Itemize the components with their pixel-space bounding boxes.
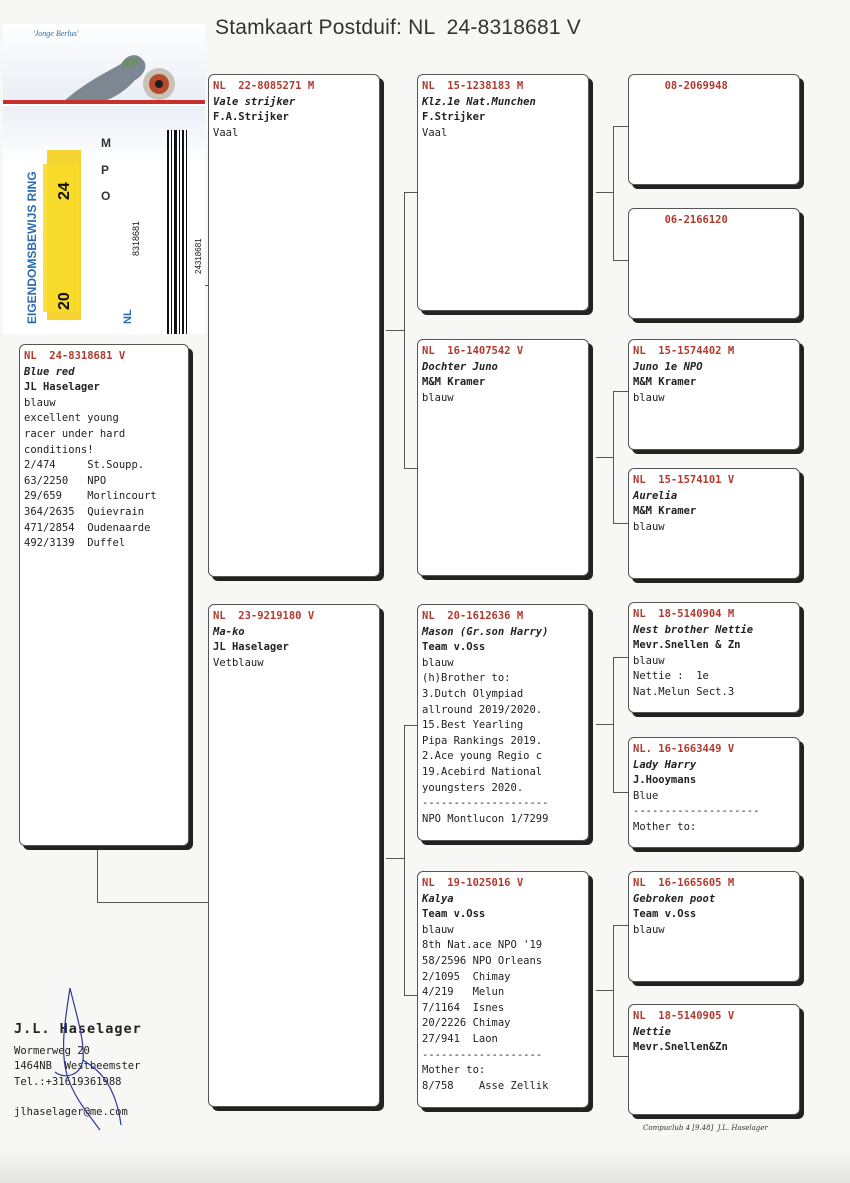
pigeon-name: Juno 1e NPO [633, 360, 703, 373]
pigeon-name: Aurelia [633, 489, 678, 502]
pigeon-owner: M&M Kramer [422, 376, 486, 389]
connector-line [613, 126, 614, 260]
svg-text:24318681: 24318681 [194, 238, 203, 274]
pigeon-owner: Team v.Oss [422, 908, 486, 921]
pigeon-owner: J.Hooymans [633, 774, 697, 787]
connector-line [386, 330, 404, 331]
breeder-name: J.L. Haselager [14, 1021, 142, 1037]
svg-text:O: O [101, 189, 111, 203]
pigeon-name: Mason (Gr.son Harry) [422, 625, 549, 638]
ring-number: NL 18-5140905 V [633, 1010, 735, 1022]
pigeon-card-mff [628, 602, 800, 713]
ring-ownership-sticker [3, 24, 205, 334]
connector-line [613, 1056, 629, 1057]
connector-line [596, 192, 613, 193]
pigeon-note: 4/219 Melun [422, 986, 505, 999]
pigeon-color: blauw [422, 923, 454, 936]
connector-line [404, 725, 405, 995]
ring-number: 06-2166120 [633, 214, 728, 226]
pigeon-card-fmm [628, 468, 800, 579]
connector-line [386, 858, 404, 859]
connector-line [613, 391, 614, 523]
connector-line [613, 925, 629, 926]
pigeon-owner: Mevr.Snellen&Zn [633, 1041, 728, 1054]
pigeon-card-mfm [628, 737, 800, 848]
pigeon-card-father [208, 74, 380, 577]
pigeon-note: Nettie : 1e [633, 670, 709, 683]
pigeon-name: Blue red [24, 365, 75, 378]
breeder-email: jlhaselager@me.com [14, 1106, 128, 1118]
ring-number: NL 16-1407542 V [422, 345, 524, 357]
pigeon-note: ------------------- [422, 1048, 543, 1061]
pigeon-owner: Team v.Oss [633, 908, 697, 921]
pigeon-note: 20/2226 Chimay [422, 1017, 511, 1030]
pigeon-note: Mother to: [633, 820, 697, 833]
pigeon-color: blauw [633, 654, 665, 667]
ring-number: NL 15-1574101 V [633, 474, 735, 486]
pigeon-note: 15.Best Yearling [422, 719, 524, 732]
pigeon-owner: JL Haselager [213, 641, 289, 654]
connector-line [97, 902, 209, 903]
pigeon-color: blauw [633, 391, 665, 404]
pigeon-name: Dochter Juno [422, 360, 498, 373]
connector-line [613, 391, 629, 392]
svg-text:'Jonge Berlus': 'Jonge Berlus' [33, 29, 79, 38]
pigeon-note: 2/474 St.Soupp. [24, 459, 145, 472]
ring-number: NL 20-1612636 M [422, 610, 524, 622]
ring-number: NL 15-1238183 M [422, 80, 524, 92]
pigeon-note: 3.Dutch Olympiad [422, 687, 524, 700]
connector-line [97, 848, 98, 902]
pigeon-name: Vale strijker [213, 95, 296, 108]
pigeon-color: blauw [422, 656, 454, 669]
sticker-country: NL [122, 309, 134, 324]
pigeon-note: 471/2854 Oudenaarde [24, 521, 151, 534]
svg-text:M: M [101, 136, 111, 150]
pigeon-note: 2/1095 Chimay [422, 970, 511, 983]
pigeon-note: NPO Montlucon 1/7299 [422, 812, 549, 825]
connector-line [613, 925, 614, 1056]
breeder-phone: Tel.:+31619361988 [14, 1075, 122, 1088]
svg-text:24: 24 [56, 182, 73, 200]
pigeon-card-father-mother [417, 339, 589, 576]
pigeon-owner: F.Strijker [422, 111, 486, 124]
ring-number: NL. 16-1663449 V [633, 743, 735, 755]
pigeon-color: blauw [633, 923, 665, 936]
signature-graphic [45, 980, 135, 1140]
pigeon-card-mother [208, 604, 380, 1107]
pigeon-card-mmf [628, 871, 800, 982]
pigeon-note: -------------------- [633, 805, 760, 818]
svg-text:8318681: 8318681 [131, 220, 141, 256]
pigeon-card-ffm [628, 208, 800, 319]
pigeon-note: youngsters 2020. [422, 781, 524, 794]
connector-line [404, 468, 418, 469]
breeder-address-city: 1464NB Westbeemster [14, 1060, 141, 1072]
connector-line [613, 657, 629, 658]
pigeon-name: Kalya [422, 892, 454, 905]
pigeon-note: conditions! [24, 443, 94, 456]
connector-line [596, 990, 613, 991]
ring-sticker-graphic [3, 24, 205, 334]
pigeon-note: 29/659 Morlincourt [24, 490, 157, 503]
pigeon-card-fff [628, 74, 800, 185]
pigeon-note: 7/1164 Isnes [422, 1001, 505, 1014]
pigeon-card-mother-mother [417, 871, 589, 1108]
connector-line [613, 657, 614, 792]
ring-number: NL 19-1025016 V [422, 877, 524, 889]
pigeon-owner: JL Haselager [24, 381, 100, 394]
connector-line [596, 457, 613, 458]
pigeon-color: Vaal [422, 126, 448, 139]
connector-line [404, 192, 418, 193]
pigeon-note: 492/3139 Duffel [24, 537, 126, 550]
pigeon-note: 364/2635 Quievrain [24, 505, 145, 518]
pigeon-color: blauw [633, 520, 665, 533]
pigeon-card-mmm [628, 1004, 800, 1115]
pigeon-owner: Mevr.Snellen & Zn [633, 639, 741, 652]
pigeon-name: Ma-ko [213, 625, 245, 638]
software-credit: Compuclub 4 [9.48] J.L. Haselager [643, 1124, 768, 1132]
pigeon-card-father-father [417, 74, 589, 311]
pigeon-name: Lady Harry [633, 758, 697, 771]
pigeon-owner: M&M Kramer [633, 505, 697, 518]
connector-line [596, 724, 613, 725]
breeder-address-street: Wormerweg 20 [14, 1044, 90, 1057]
pigeon-note: 8/758 Asse Zellik [422, 1079, 549, 1092]
pigeon-note: allround 2019/2020. [422, 703, 543, 716]
ring-number: 08-2069948 [633, 80, 728, 92]
pigeon-note: excellent young [24, 412, 119, 425]
svg-text:P: P [101, 163, 110, 177]
ring-number: NL 24-8318681 V [24, 350, 126, 362]
page-title: Stamkaart Postduif: NL 24-8318681 V [215, 16, 581, 39]
connector-line [404, 995, 418, 996]
pigeon-name: Gebroken poot [633, 892, 716, 905]
ring-number: NL 22-8085271 M [213, 80, 315, 92]
ring-number: NL 15-1574402 M [633, 345, 735, 357]
pigeon-color: Blue [633, 789, 659, 802]
pigeon-note: 8th Nat.ace NPO '19 [422, 939, 543, 952]
ring-number: NL 18-5140904 M [633, 608, 735, 620]
pigeon-note: 27/941 Laon [422, 1032, 498, 1045]
pigeon-owner: Team v.Oss [422, 641, 486, 654]
pigeon-note: Pipa Rankings 2019. [422, 734, 543, 747]
pigeon-color: blauw [422, 391, 454, 404]
pigeon-card-subject [19, 344, 189, 846]
pigeon-note: 2.Ace young Regio c [422, 750, 543, 763]
connector-line [404, 192, 405, 468]
pigeon-color: Vetblauw [213, 656, 264, 669]
pigeon-color: blauw [24, 396, 56, 409]
pigeon-note: 58/2596 NPO Orleans [422, 954, 543, 967]
connector-line [613, 260, 629, 261]
sticker-label: EIGENDOMSBEWIJS RING [25, 171, 39, 324]
page-bottom-edge [0, 1148, 850, 1183]
connector-line [613, 792, 629, 793]
connector-line [613, 523, 629, 524]
pigeon-name: Klz.1e Nat.Munchen [422, 95, 536, 108]
pigeon-note: (h)Brother to: [422, 672, 511, 685]
connector-line [404, 725, 418, 726]
pigeon-name: Nest brother Nettie [633, 623, 754, 636]
ring-number: NL 16-1665605 M [633, 877, 735, 889]
pigeon-note: Mother to: [422, 1064, 486, 1077]
pigeon-note: -------------------- [422, 797, 549, 810]
pigeon-color: Vaal [213, 126, 239, 139]
pigeon-card-fmf [628, 339, 800, 450]
pigeon-note: 63/2250 NPO [24, 474, 107, 487]
connector-line [613, 126, 629, 127]
pigeon-owner: F.A.Strijker [213, 111, 289, 124]
svg-text:20: 20 [56, 292, 73, 310]
barcode-icon [167, 130, 187, 334]
pigeon-name: Nettie [633, 1025, 671, 1038]
pigeon-note: racer under hard [24, 427, 126, 440]
ring-number: NL 23-9219180 V [213, 610, 315, 622]
pigeon-owner: M&M Kramer [633, 376, 697, 389]
pigeon-note: 19.Acebird National [422, 765, 543, 778]
pigeon-note: Nat.Melun Sect.3 [633, 685, 735, 698]
pigeon-card-mother-father [417, 604, 589, 841]
